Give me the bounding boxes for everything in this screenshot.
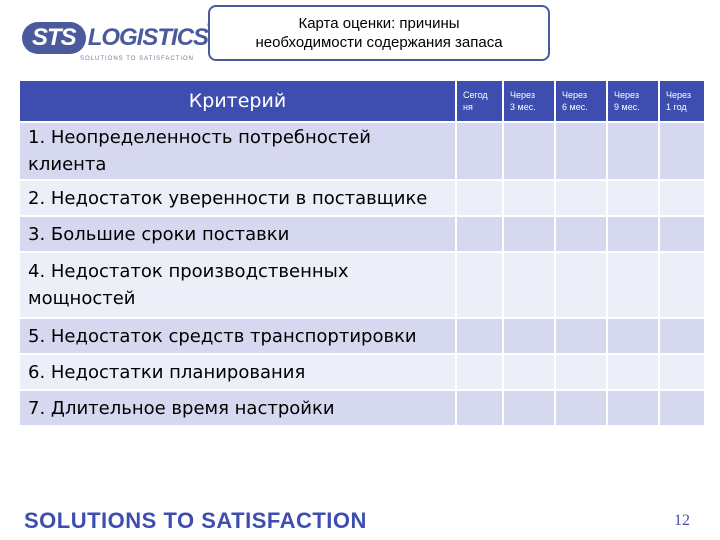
criterion-label: 1. Неопределенность потребностей клиента (19, 122, 456, 180)
table-cell (659, 180, 705, 216)
table-cell (659, 390, 705, 426)
title-line-2: необходимости содержания запаса (255, 34, 503, 51)
table-row (19, 318, 705, 354)
table-cell (456, 252, 503, 318)
criteria-table (18, 79, 706, 427)
title-line-1: Карта оценки: причины (298, 15, 460, 32)
criterion-column-header: Критерий (19, 80, 456, 122)
table-cell (503, 354, 555, 390)
table-cell (555, 318, 607, 354)
table-row (19, 180, 705, 216)
table-row (19, 252, 705, 318)
table-cell (503, 122, 555, 180)
company-logo (22, 22, 212, 66)
table-cell (555, 216, 607, 252)
logo-wordmark: LOGISTICS (87, 24, 209, 51)
table-cell (456, 122, 503, 180)
table-cell (607, 252, 659, 318)
criterion-label: 4. Недостаток производственных мощностей (19, 252, 456, 318)
table-cell (456, 354, 503, 390)
column-header-1-year: Через 1 год (659, 80, 705, 122)
table-cell (503, 216, 555, 252)
table-cell (607, 318, 659, 354)
criterion-label: 2. Недостаток уверенности в поставщике (19, 180, 456, 216)
criterion-label: 3. Большие сроки поставки (19, 216, 456, 252)
column-header-today: Сегод ня (456, 80, 503, 122)
table-cell (503, 180, 555, 216)
table-cell (659, 318, 705, 354)
table-cell (503, 252, 555, 318)
column-header-9-months: Через 9 мес. (607, 80, 659, 122)
table-cell (555, 122, 607, 180)
slide-title (208, 5, 550, 61)
table-cell (503, 390, 555, 426)
table-row (19, 216, 705, 252)
footer-slogan: SOLUTIONS TO SATISFACTION (24, 508, 367, 533)
table-cell (607, 216, 659, 252)
table-cell (659, 216, 705, 252)
table-row (19, 122, 705, 180)
table-cell (659, 252, 705, 318)
table-cell (659, 122, 705, 180)
table-row (19, 390, 705, 426)
page-number: 12 (674, 512, 690, 529)
table-header-row (19, 80, 705, 122)
column-header-3-months: Через 3 мес. (503, 80, 555, 122)
logo-tagline: SOLUTIONS TO SATISFACTION (80, 56, 195, 62)
logo-mark (22, 22, 208, 54)
table-cell (503, 318, 555, 354)
criterion-label: 6. Недостатки планирования (19, 354, 456, 390)
table-cell (456, 180, 503, 216)
table-cell (555, 180, 607, 216)
table-cell (607, 354, 659, 390)
table-cell (607, 390, 659, 426)
logo-sts-badge: STS (22, 22, 86, 54)
table-cell (456, 216, 503, 252)
criterion-label: 5. Недостаток средств транспортировки (19, 318, 456, 354)
table-cell (555, 252, 607, 318)
table-cell (456, 390, 503, 426)
table-cell (607, 122, 659, 180)
table-cell (456, 318, 503, 354)
table-cell (555, 390, 607, 426)
table-cell (555, 354, 607, 390)
table-cell (607, 180, 659, 216)
table-cell (659, 354, 705, 390)
table-row (19, 354, 705, 390)
criterion-label: 7. Длительное время настройки (19, 390, 456, 426)
column-header-6-months: Через 6 мес. (555, 80, 607, 122)
